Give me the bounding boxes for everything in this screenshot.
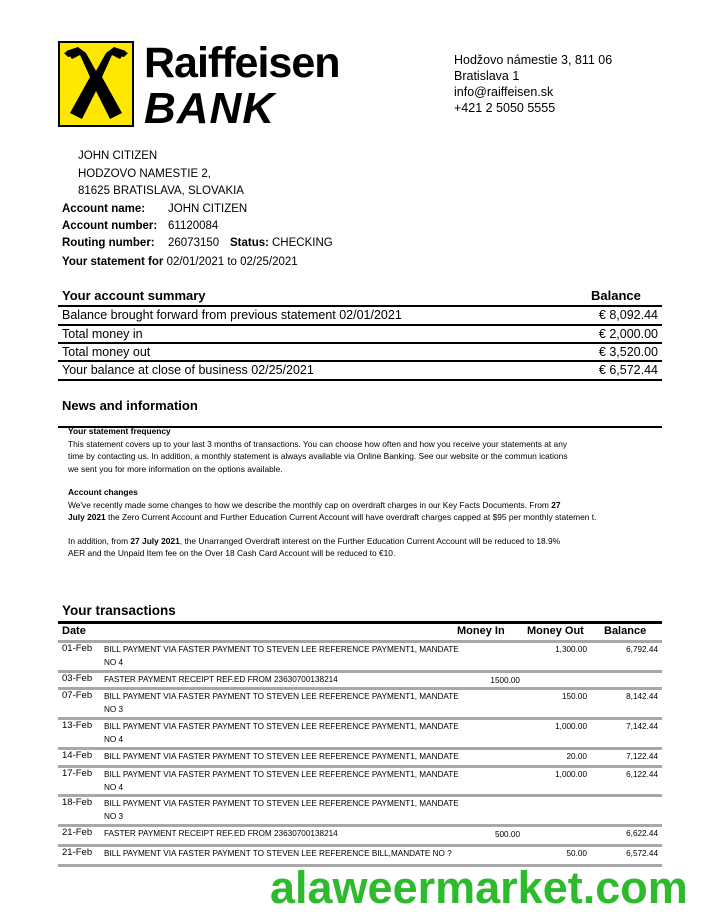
tx-balance: 7,142.44: [626, 722, 658, 731]
customer-name: JOHN CITIZEN: [78, 150, 158, 162]
account-number-label: Account number:: [62, 220, 158, 232]
watermark-text: alaweermarket.com: [270, 862, 688, 913]
brand-bank: BANK: [144, 84, 276, 133]
changes-text: the Zero Current Account and Further Education Current Account will have overdraft charges capped at $95 per monthly statemen t.: [105, 512, 597, 522]
tx-balance: 6,122.44: [626, 770, 658, 779]
account-name-value: JOHN CITIZEN: [168, 203, 248, 215]
bank-city-line: Bratislava 1: [454, 69, 520, 83]
summary-row: [62, 363, 658, 377]
tx-balance: 6,792.44: [626, 645, 658, 654]
account-number-row: [62, 220, 219, 232]
tx-date: 14-Feb: [62, 750, 93, 761]
summary-balance-header: Balance: [591, 288, 641, 303]
statement-period-row: [62, 256, 298, 268]
summary-rule: [58, 379, 662, 381]
changes-text: , the Unarranged Overdraft interest on the Further Education Current Account will be reduced to 18.9%: [179, 535, 561, 546]
row-divider: [58, 824, 662, 827]
tx-description: BILL PAYMENT VIA FASTER PAYMENT TO STEVEN LEE REFERENCE PAYMENT1, MANDATE: [104, 645, 459, 654]
summary-row: [62, 327, 658, 341]
summary-rule: [58, 305, 662, 307]
summary-row-label: Your balance at close of business 02/25/2021: [62, 363, 314, 377]
routing-number-label: Routing number:: [62, 237, 155, 249]
tx-date: 13-Feb: [62, 720, 93, 731]
tx-description-cont: NO 3: [104, 812, 124, 821]
row-divider: [58, 640, 662, 643]
summary-row: [62, 308, 658, 322]
tx-description-cont: NO 4: [104, 783, 124, 792]
col-header-balance: Balance: [604, 625, 647, 637]
frequency-line: time by contacting us. In addition, a monthly statement is always available via Online Banking. See our website or the commun ications: [68, 451, 568, 461]
summary-rule: [58, 324, 662, 326]
row-divider: [58, 717, 662, 720]
col-header-money-out: Money Out: [527, 625, 584, 637]
statement-period-value: 02/01/2021 to 02/25/2021: [166, 256, 298, 268]
tx-date: 01-Feb: [62, 643, 93, 654]
tx-balance: 8,142.44: [626, 692, 658, 701]
frequency-line: This statement covers up to your last 3 months of transactions. You can choose how often and how you receive your statements at any: [68, 438, 568, 449]
summary-rule: [58, 360, 662, 362]
tx-date: 03-Feb: [62, 673, 93, 684]
tx-description: BILL PAYMENT VIA FASTER PAYMENT TO STEVEN LEE REFERENCE BILL,MANDATE NO ?: [104, 849, 452, 858]
changes-heading: Account changes: [68, 487, 138, 497]
routing-number-value: 26073150: [168, 237, 220, 249]
row-divider: [58, 687, 662, 690]
col-header-money-in: Money In: [457, 625, 505, 637]
news-title: News and information: [62, 398, 198, 413]
tx-description: BILL PAYMENT VIA FASTER PAYMENT TO STEVEN LEE REFERENCE PAYMENT1, MANDATE: [104, 799, 459, 808]
tx-money-out: 1,300.00: [555, 645, 587, 654]
customer-city: 81625 BRATISLAVA, SLOVAKIA: [78, 185, 244, 197]
status-label: Status:: [230, 237, 269, 249]
summary-row-value: € 2,000.00: [598, 327, 658, 341]
row-divider: [58, 844, 662, 847]
tx-description-cont: NO 4: [104, 735, 124, 744]
tx-description: BILL PAYMENT VIA FASTER PAYMENT TO STEVEN LEE REFERENCE PAYMENT1, MANDATE: [104, 722, 459, 731]
brand-name: Raiffeisen: [144, 39, 340, 87]
changes-text: We've recently made some changes to how we describe the monthly cap on overdraft charges in our Key Facts Documents. From: [68, 499, 552, 510]
row-divider: [58, 765, 662, 768]
col-header-date: Date: [62, 625, 86, 637]
transactions-title: Your transactions: [62, 603, 176, 618]
changes-line: AER and the Unpaid Item fee on the Over 18 Cash Card Account will be reduced to €10.: [68, 548, 396, 558]
summary-title: Your account summary: [62, 288, 206, 303]
bank-contact: [454, 52, 612, 116]
tx-money-in: 1500.00: [490, 676, 520, 685]
changes-line: [68, 535, 648, 548]
summary-row-label: Total money out: [62, 345, 151, 359]
summary-row: [62, 345, 658, 359]
tx-date: 21-Feb: [62, 847, 93, 858]
news-body: [68, 425, 648, 560]
statement-period-label: Your statement for: [62, 256, 164, 268]
tx-description: FASTER PAYMENT RECEIPT REF.ED FROM 23630700138214: [104, 675, 338, 684]
bank-address-line: Hodžovo námestie 3, 811 06: [454, 53, 613, 67]
tx-description: FASTER PAYMENT RECEIPT REF.ED FROM 23630700138214: [104, 829, 338, 838]
summary-row-value: € 3,520.00: [598, 345, 658, 359]
changes-date: July 2021: [68, 512, 106, 522]
account-number-value: 61120084: [168, 220, 219, 232]
tx-date: 07-Feb: [62, 690, 93, 701]
tx-money-out: 1,000.00: [555, 722, 587, 731]
tx-money-out: 50.00: [566, 849, 587, 858]
tx-money-in: 500.00: [494, 830, 520, 839]
summary-row-label: Balance brought forward from previous statement 02/01/2021: [62, 308, 402, 322]
changes-date: 27 July 2021: [130, 535, 180, 546]
frequency-line: we sent you for more information on the options available.: [68, 463, 283, 474]
tx-date: 17-Feb: [62, 768, 93, 779]
tx-description: BILL PAYMENT VIA FASTER PAYMENT TO STEVEN LEE REFERENCE PAYMENT1, MANDATE: [104, 770, 459, 779]
tx-money-out: 20.00: [566, 752, 587, 761]
summary-row-label: Total money in: [62, 327, 143, 341]
customer-street: HODZOVO NAMESTIE 2,: [78, 167, 211, 180]
tx-description: BILL PAYMENT VIA FASTER PAYMENT TO STEVEN LEE REFERENCE PAYMENT1, MANDATE: [104, 692, 459, 701]
summary-rule: [58, 342, 662, 344]
customer-address: [78, 148, 244, 201]
routing-number-row: [62, 237, 333, 249]
logo-mark: [58, 41, 134, 127]
tx-balance: 6,572.44: [626, 849, 658, 858]
tx-date: 18-Feb: [62, 797, 93, 808]
changes-line: [68, 499, 648, 512]
crossed-horses-icon: [60, 43, 132, 125]
frequency-heading: Your statement frequency: [68, 426, 171, 436]
tx-balance: 7,122.44: [626, 752, 658, 761]
status-value: CHECKING: [272, 237, 333, 249]
changes-text: In addition, from: [68, 535, 131, 546]
row-divider: [58, 670, 662, 673]
summary-row-value: € 6,572.44: [598, 363, 658, 377]
tx-balance: 6,622.44: [626, 829, 658, 838]
tx-money-out: 150.00: [561, 692, 587, 701]
tx-date: 21-Feb: [62, 827, 93, 838]
bank-email: info@raiffeisen.sk: [454, 85, 554, 99]
changes-line: [68, 511, 648, 524]
row-divider: [58, 794, 662, 797]
bank-phone: +421 2 5050 5555: [454, 101, 556, 115]
changes-date: 27: [551, 499, 561, 510]
tx-description-cont: NO 3: [104, 705, 124, 714]
tx-description-cont: NO 4: [104, 658, 124, 667]
transactions-rule: [58, 621, 662, 624]
account-name-label: Account name:: [62, 203, 146, 215]
summary-row-value: € 8,092.44: [598, 308, 658, 322]
tx-money-out: 1,000.00: [555, 770, 587, 779]
account-name-row: [62, 203, 248, 215]
tx-description: BILL PAYMENT VIA FASTER PAYMENT TO STEVEN LEE REFERENCE PAYMENT1, MANDATE: [104, 752, 459, 761]
row-divider: [58, 747, 662, 750]
